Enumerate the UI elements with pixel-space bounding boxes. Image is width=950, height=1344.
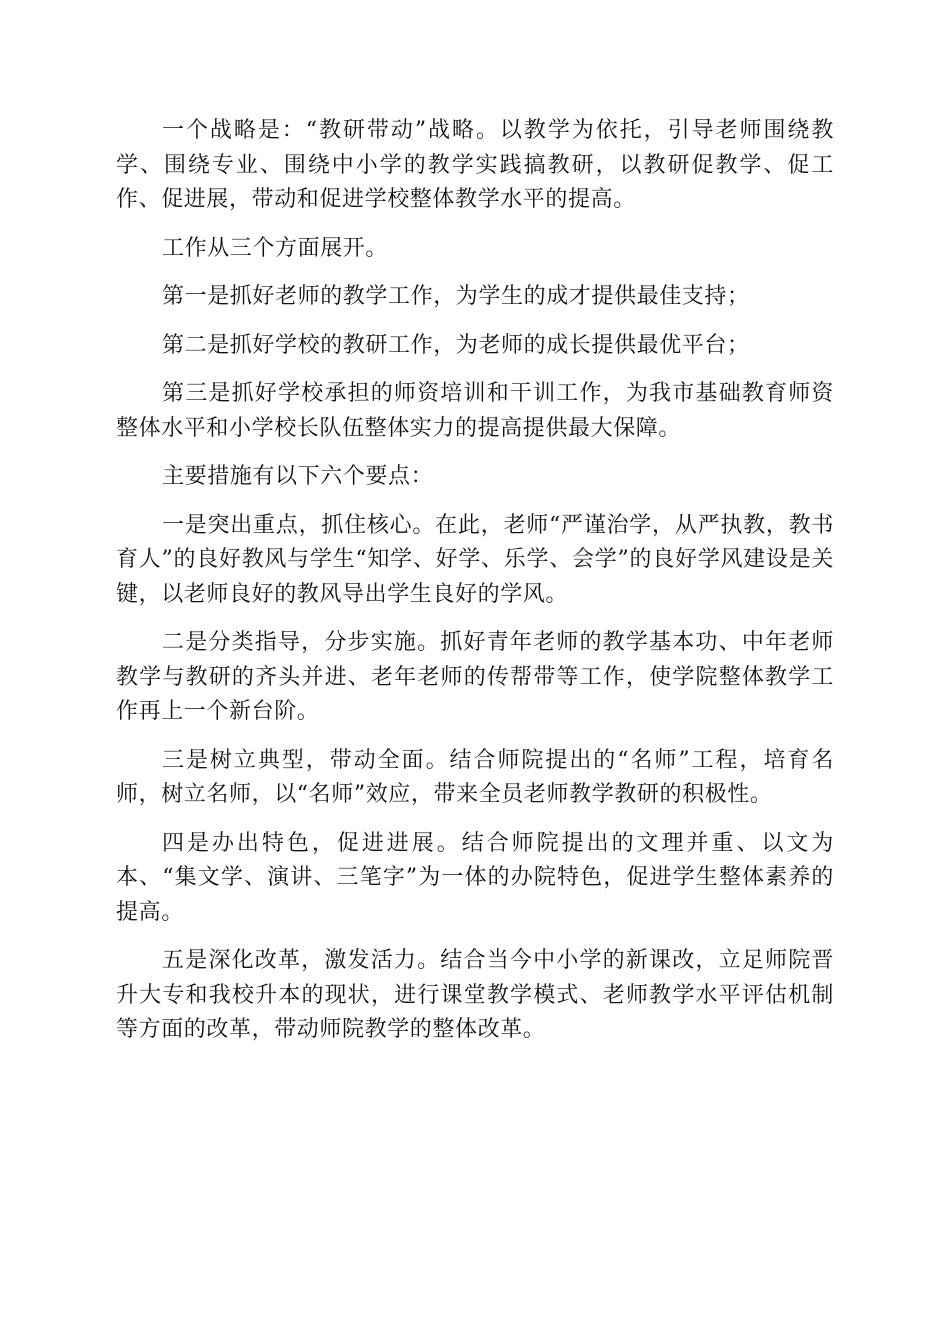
paragraph-measures-intro: 主要措施有以下六个要点： (162, 464, 434, 489)
paragraph-measure-four: 四是办出特色，促进进展。结合师院提出的文理并重、以文为本、“集文学、演讲、三笔字”为一体的办院特色，促进学生整体素养的提高。 (116, 830, 834, 925)
paragraph-aspect-one: 第一是抓好老师的教学工作，为学生的成才提供最佳支持； (162, 284, 750, 309)
paragraph-aspect-three: 第三是抓好学校承担的师资培训和干训工作，为我市基础教育师资整体水平和小学校长队伍整体实力的提高提供最大保障。 (116, 381, 834, 441)
document-body (116, 114, 834, 1062)
paragraph-measure-two: 二是分类指导，分步实施。抓好青年老师的教学基本功、中年老师教学与教研的齐头并进、老年老师的传帮带等工作，使学院整体教学工作再上一个新台阶。 (116, 630, 834, 724)
paragraph-measure-three: 三是树立典型，带动全面。结合师院提出的“名师”工程，培育名师，树立名师，以“名师”效应，带来全员老师教学教研的积极性。 (116, 747, 834, 807)
paragraph-aspect-two: 第二是抓好学校的教研工作，为老师的成长提供最优平台； (162, 332, 750, 358)
paragraph-measure-five: 五是深化改革，激发活力。结合当今中小学的新课改，立足师院晋升大专和我校升本的现状，进行课堂教学模式、老师教学水平评估机制等方面的改革，带动师院教学的整体改革。 (116, 948, 834, 1042)
paragraph-three-aspects: 工作从三个方面展开。 (162, 235, 389, 261)
paragraph-measure-one: 一是突出重点，抓住核心。在此，老师“严谨治学，从严执教，教书育人”的良好教风与学生“知学、好学、乐学、会学”的良好学风建设是关键，以老师良好的教风导出学生良好的学风。 (116, 512, 834, 607)
paragraph-strategy: 一个战略是：“教研带动”战略。以教学为依托，引导老师围绕教学、围绕专业、围绕中小学的教学实践搞教研，以教研促教学、促工作、促进展，带动和促进学校整体教学水平的提高。 (116, 118, 834, 212)
